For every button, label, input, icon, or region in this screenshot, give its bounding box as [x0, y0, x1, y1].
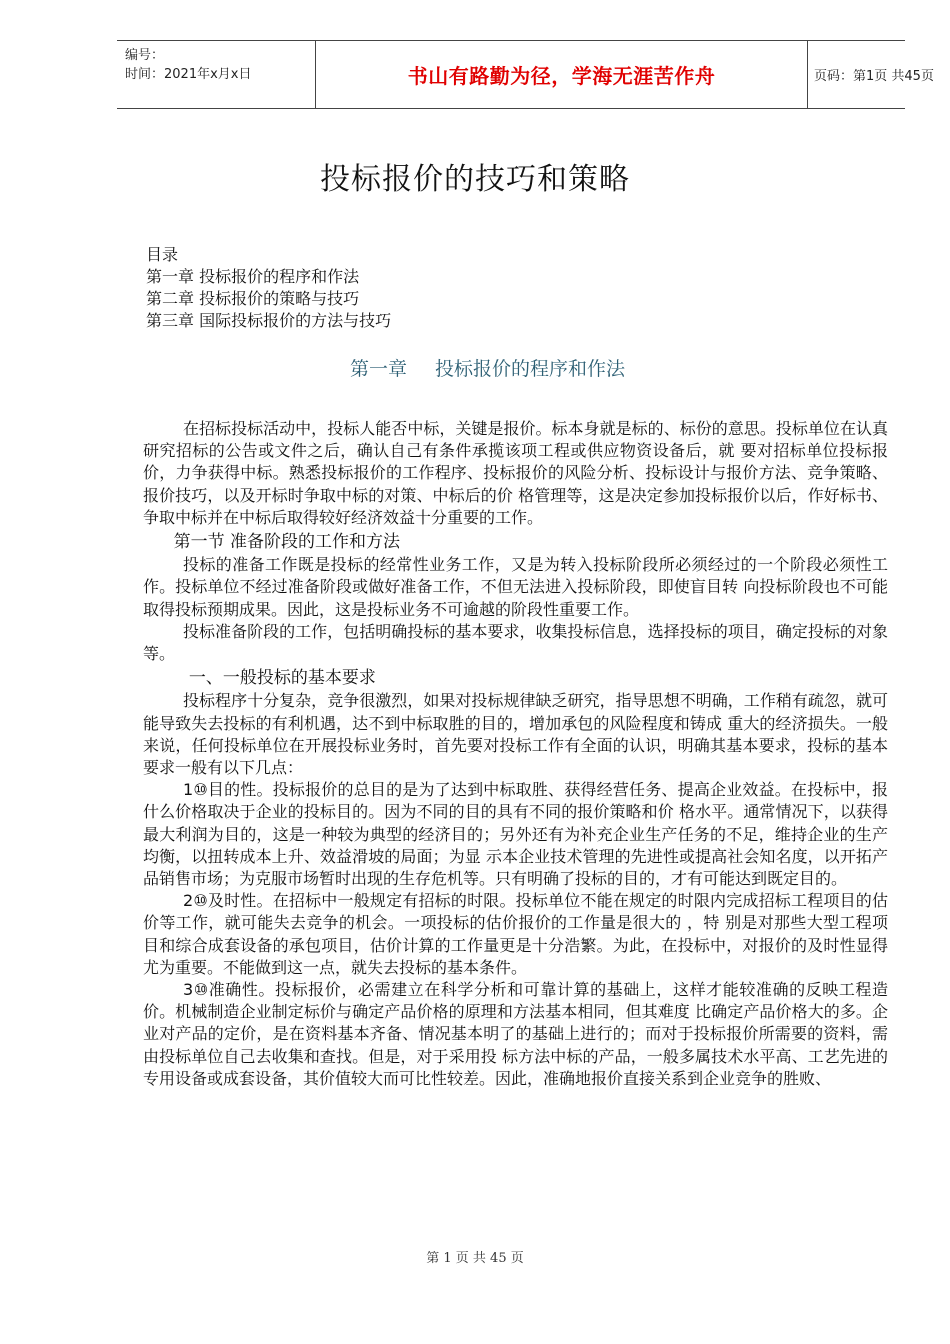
- subsection-paragraph-1: 投标程序十分复杂，竞争很激烈，如果对投标规律缺乏研究，指导思想不明确，工作稍有疏忽，就可能导致失去投标的有利机遇，达不到中标取胜的目的，增加承包的风险程度和铸成 重大的经济损失。一般来说，任何投标单位在开展投标业务时，首先要对投标工作有全面的认识，明确其基本要求，投标的基本要求一般有以下几点：: [143, 691, 888, 778]
- toc-item-chapter-2: 第二章 投标报价的策略与技巧: [146, 289, 360, 308]
- subsection-heading: 一、一般投标的基本要求: [188, 668, 376, 689]
- chapter-number: 第一章: [350, 358, 408, 380]
- toc-item-chapter-3: 第三章 国际投标报价的方法与技巧: [146, 311, 392, 330]
- section-paragraph-1: 投标的准备工作既是投标的经常性业务工作，又是为转入投标阶段所必须经过的一个阶段必须性工作。投标单位不经过准备阶段或做好准备工作，不但无法进入投标阶段，即使盲目转 向投标阶段也不可能取得投标预期成果。因此，这是投标业务不可逾越的阶段性重要工作。: [143, 555, 888, 619]
- intro-paragraph: 在招标投标活动中，投标人能否中标，关键是报价。标本身就是标的、标份的意思。投标单位在认真研究招标的公告或文件之后，确认自己有条件承揽该项工程或供应物资设备后，就 要对招标单位投标报价，力争获得中标。熟悉投标报价的工作程序、投标报价的风险分析、投标设计与报价方法、竞争策略、报价技巧，以及开标时争取中标的对策、中标后的价 格管理等，这是决定参加投标报价以后，作好标书、争取中标并在中标后取得较好经济效益十分重要的工作。: [143, 419, 888, 527]
- header-motto: 书山有路勤为径，学海无涯苦作舟: [407, 64, 716, 88]
- section-paragraph-2: 投标准备阶段的工作，包括明确投标的基本要求，收集投标信息，选择投标的项目，确定投标的对象等。: [143, 621, 888, 664]
- point-timeliness: 2⑩及时性。在招标中一般规定有招标的时限。投标单位不能在规定的时限内完成招标工程项目的估价等工作，就可能失去竞争的机会。一项投标的估价报价的工作量是很大的 ，特 别是对那些大型工程项目和综合成套设备的承包项目，估价计算的工作量更是十分浩繁。为此，在投标中，对报价的及时性显得尤为重要。不能做到这一点，就失去投标的基本条件。: [143, 891, 888, 977]
- page-footer: 第 1 页 共 45 页: [426, 1251, 524, 1266]
- point-purpose: 1⑩目的性。投标报价的总目的是为了达到中标取胜、获得经营任务、提高企业效益。在投标中，报什么价格取决于企业的投标目的。因为不同的目的具有不同的报价策略和价 格水平。通常情况下，以获得最大利润为目的，这是一种较为典型的经济目的；另外还有为补充企业生产任务的不足，维持企业的生产均衡，以扭转成本上升、效益滑坡的局面；为显 示本企业技术管理的先进性或提高社会知名度，以开拓产品销售市场；为克服市场暂时出现的生存危机等。只有明确了投标的目的，才有可能达到既定目的。: [143, 780, 888, 889]
- section-heading: 第一节 准备阶段的工作和方法: [173, 532, 400, 553]
- document-number-label: 编号：: [125, 48, 165, 63]
- header-page-cell: [806, 41, 934, 108]
- document-title: 投标报价的技巧和策略: [320, 162, 630, 197]
- toc-heading: 目录: [146, 245, 179, 264]
- point-accuracy: 3⑩准确性。投标报价，必需建立在科学分析和可靠计算的基础上，这样才能较准确的反映工程造价。机械制造企业制定标价与确定产品价格的原理和方法基本相同，但其难度 比确定产品价格大的多。企业对产品的定价，是在资料基本齐备、情况基本明了的基础上进行的；而对于投标报价所需要的资料，需由投标单位自己去收集和查找。但是，对于采用投 标方法中标的产品，一般多属技术水平高、工艺先进的专用设备或成套设备，其价值较大而可比性较差。因此，准确地报价直接关系到企业竞争的胜败、: [143, 980, 888, 1088]
- table-of-contents: [146, 244, 391, 332]
- document-body: [143, 418, 888, 1090]
- header-page-info: 页码：第1页 共45页: [814, 69, 934, 84]
- chapter-title: 投标报价的程序和作法: [435, 358, 626, 380]
- document-time-label: 时间：2021年x月x日: [125, 67, 252, 82]
- document-header: [117, 40, 934, 109]
- header-meta: [117, 41, 315, 108]
- header-motto-cell: [315, 41, 808, 108]
- chapter-heading: [350, 354, 625, 381]
- toc-item-chapter-1: 第一章 投标报价的程序和作法: [146, 267, 360, 286]
